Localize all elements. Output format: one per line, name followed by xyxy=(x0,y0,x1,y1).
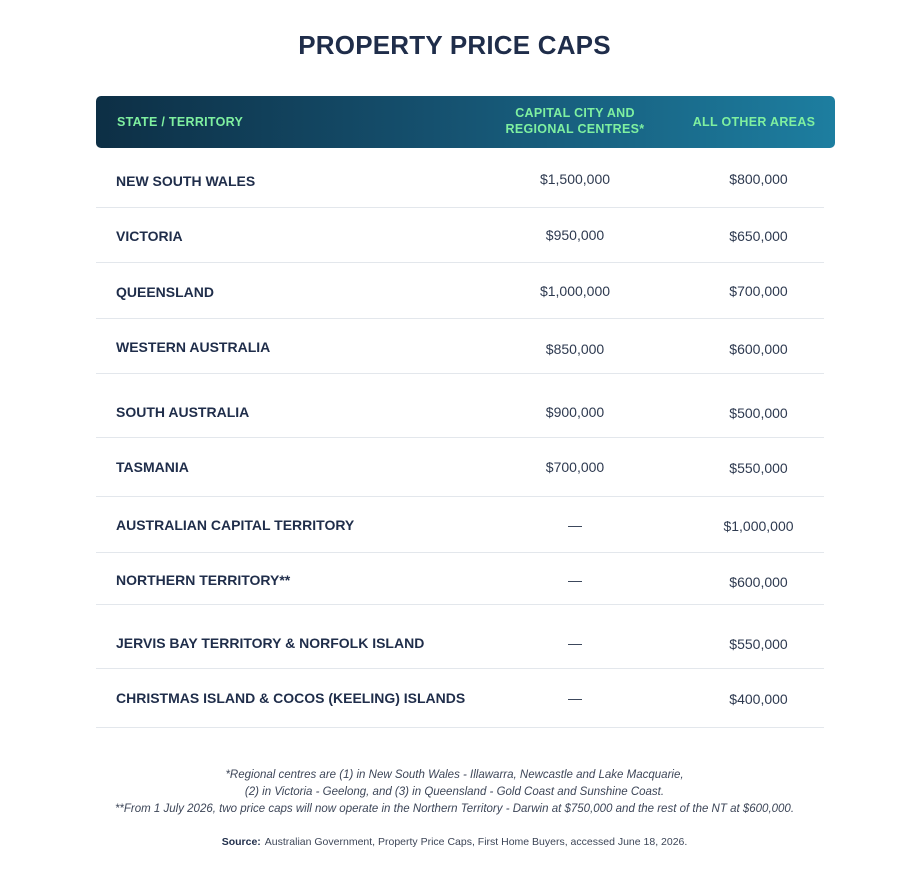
state-name: VICTORIA xyxy=(116,228,183,244)
capital-cap: — xyxy=(568,517,582,533)
source-label: Source: xyxy=(221,836,261,848)
other-cap: $600,000 xyxy=(729,341,788,357)
capital-cap: — xyxy=(568,635,582,651)
header-other: ALL OTHER AREAS xyxy=(692,115,816,129)
footnote-line: *Regional centres are (1) in New South Wales - Illawarra, Newcastle and Lake Macquarie, xyxy=(225,769,684,781)
table-row xyxy=(96,263,824,319)
state-name: JERVIS BAY TERRITORY & NORFOLK ISLAND xyxy=(116,635,425,651)
page-title: PROPERTY PRICE CAPS xyxy=(298,30,611,60)
state-name: AUSTRALIAN CAPITAL TERRITORY xyxy=(116,517,355,533)
state-name: NEW SOUTH WALES xyxy=(116,173,256,189)
source-text: Australian Government, Property Price Caps, First Home Buyers, accessed June 18, 2026. xyxy=(264,836,688,848)
other-cap: $400,000 xyxy=(729,691,788,707)
table-row xyxy=(96,497,824,553)
other-cap: $550,000 xyxy=(729,460,788,476)
row-divider xyxy=(96,727,824,728)
source-citation xyxy=(0,836,909,848)
table-row xyxy=(96,438,824,497)
header-capital-line2: REGIONAL CENTRES* xyxy=(505,122,645,136)
state-name: TASMANIA xyxy=(116,459,189,475)
state-name: NORTHERN TERRITORY** xyxy=(116,572,291,588)
table-row xyxy=(96,553,824,605)
capital-cap: $950,000 xyxy=(545,227,605,243)
state-name: SOUTH AUSTRALIA xyxy=(116,404,250,420)
state-name: CHRISTMAS ISLAND & COCOS (KEELING) ISLANDS xyxy=(116,690,466,706)
state-name: QUEENSLAND xyxy=(116,284,215,300)
other-cap: $800,000 xyxy=(729,171,788,187)
other-cap: $500,000 xyxy=(729,405,788,421)
header-capital xyxy=(495,105,655,137)
state-name: WESTERN AUSTRALIA xyxy=(116,339,271,355)
footnote-line: (2) in Victoria - Geelong, and (3) in Queensland - Gold Coast and Sunshine Coast. xyxy=(244,786,665,798)
other-cap: $600,000 xyxy=(729,574,788,590)
header-capital-line1: CAPITAL CITY AND xyxy=(515,106,635,120)
table-row xyxy=(96,669,824,728)
capital-cap: — xyxy=(568,572,582,588)
other-cap: $700,000 xyxy=(729,283,788,299)
table-row xyxy=(96,148,824,208)
capital-cap: $900,000 xyxy=(545,404,605,420)
footnotes xyxy=(0,767,909,818)
table-row xyxy=(96,208,824,263)
header-state: STATE / TERRITORY xyxy=(117,115,244,129)
other-cap: $1,000,000 xyxy=(723,518,794,534)
table-header xyxy=(96,96,835,148)
table-row xyxy=(96,319,824,374)
capital-cap: — xyxy=(568,690,582,706)
capital-cap: $850,000 xyxy=(545,341,605,357)
capital-cap: $700,000 xyxy=(545,459,605,475)
capital-cap: $1,500,000 xyxy=(539,171,611,187)
capital-cap: $1,000,000 xyxy=(539,283,611,299)
table-row xyxy=(96,374,824,438)
other-cap: $550,000 xyxy=(729,636,788,652)
other-cap: $650,000 xyxy=(729,228,788,244)
table-row xyxy=(96,605,824,669)
footnote-line: **From 1 July 2026, two price caps will now operate in the Northern Territory - Darwin at $750,000 and the rest of the NT at $600,000. xyxy=(114,803,795,815)
